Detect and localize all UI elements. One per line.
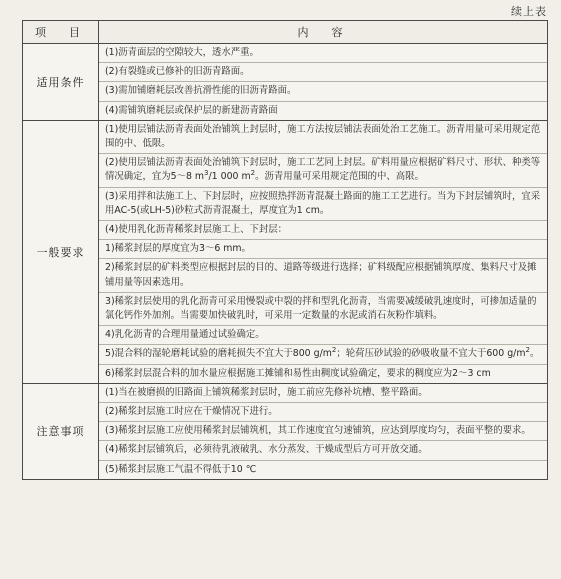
content-cell [99, 120, 548, 383]
content-line: 1)稀浆封层的厚度宜为3～6 mm。 [99, 239, 547, 258]
content-line: (2)有裂缝或已修补的旧沥青路面。 [99, 62, 547, 81]
content-line: (5)稀浆封层施工气温不得低于10 ℃ [99, 460, 547, 479]
content-line: (1)沥青面层的空隙较大，透水严重。 [105, 47, 259, 58]
content-line: (4)稀浆封层铺筑后，必须待乳液破乳、水分蒸发、干燥成型后方可开放交通。 [99, 440, 547, 459]
content-line: 6)稀浆封层混合料的加水量应根据施工摊铺和易性由稠度试验确定，要求的稠度应为2～3 cm [99, 364, 547, 383]
content-line: (2)使用层铺法沥青表面处治铺筑下封层时，施工工艺同上封层。矿料用量应根据矿料尺寸、形状、种类等情况确定，宜为5～8 $m^3/1$ 000 $m^2$。沥青用量可采用规定范围的中、高限。 [99, 153, 547, 186]
content-line: (3)稀浆封层施工应使用稀浆封层铺筑机，其工作速度宜匀速铺筑，应达到厚度均匀，表面平整的要求。 [99, 421, 547, 440]
table-header-row [23, 21, 548, 44]
content-line: 5)混合料的湿轮磨耗试验的磨耗损失不宜大于800 $g/m^2$；轮荷压砂试验的砂吸收量不宜大于600 $g/m^2$。 [99, 344, 547, 363]
continued-table-tag: 续上表 [511, 5, 547, 18]
specification-table [22, 20, 548, 480]
category-cell: 注意事项 [23, 383, 99, 479]
header-item: 项 目 [23, 21, 99, 44]
content-line: (2)稀浆封层施工时应在干燥情况下进行。 [99, 402, 547, 421]
content-cell [99, 383, 548, 479]
content-line: (4)使用乳化沥青稀浆封层施工上、下封层： [99, 220, 547, 239]
content-line: (3)需加铺磨耗层改善抗滑性能的旧沥青路面。 [99, 81, 547, 100]
content-line: (3)采用拌和法施工上、下封层时，应按照热拌沥青混凝土路面的施工工艺进行。当为下封层铺筑时，宜采用AC-5(或LH-5)砂粒式沥青混凝土，厚度宜为1 cm。 [99, 187, 547, 220]
content-line: (1)使用层铺法沥青表面处治铺筑上封层时，施工方法按层铺法表面处治工艺施工。沥青用量可采用规定范围的中、低限。 [105, 123, 541, 150]
table-row-applicable-conditions [23, 44, 548, 121]
content-line: (1)当在被磨损的旧路面上铺筑稀浆封层时，施工前应先修补坑槽、整平路面。 [105, 386, 428, 398]
header-content: 内 容 [99, 21, 548, 44]
table-row-precautions [23, 383, 548, 479]
category-cell: 一般要求 [23, 120, 99, 383]
content-line: 2)稀浆封层的矿料类型应根据封层的目的、道路等级进行选择；矿料级配应根据铺筑厚度、集料尺寸及摊铺用量等因素选用。 [99, 258, 547, 291]
content-cell [99, 44, 548, 121]
content-line: (4)需铺筑磨耗层或保护层的新建沥青路面 [99, 101, 547, 120]
table-row-general-requirements [23, 120, 548, 383]
content-line: 4)乳化沥青的合理用量通过试验确定。 [99, 325, 547, 344]
category-cell: 适用条件 [23, 44, 99, 121]
content-line: 3)稀浆封层使用的乳化沥青可采用慢裂或中裂的拌和型乳化沥青，当需要减缓破乳速度时，可掺加适量的氯化钙作外加剂。当需要加快破乳时，可采用一定数量的水泥或消石灰粉作填料。 [99, 292, 547, 325]
